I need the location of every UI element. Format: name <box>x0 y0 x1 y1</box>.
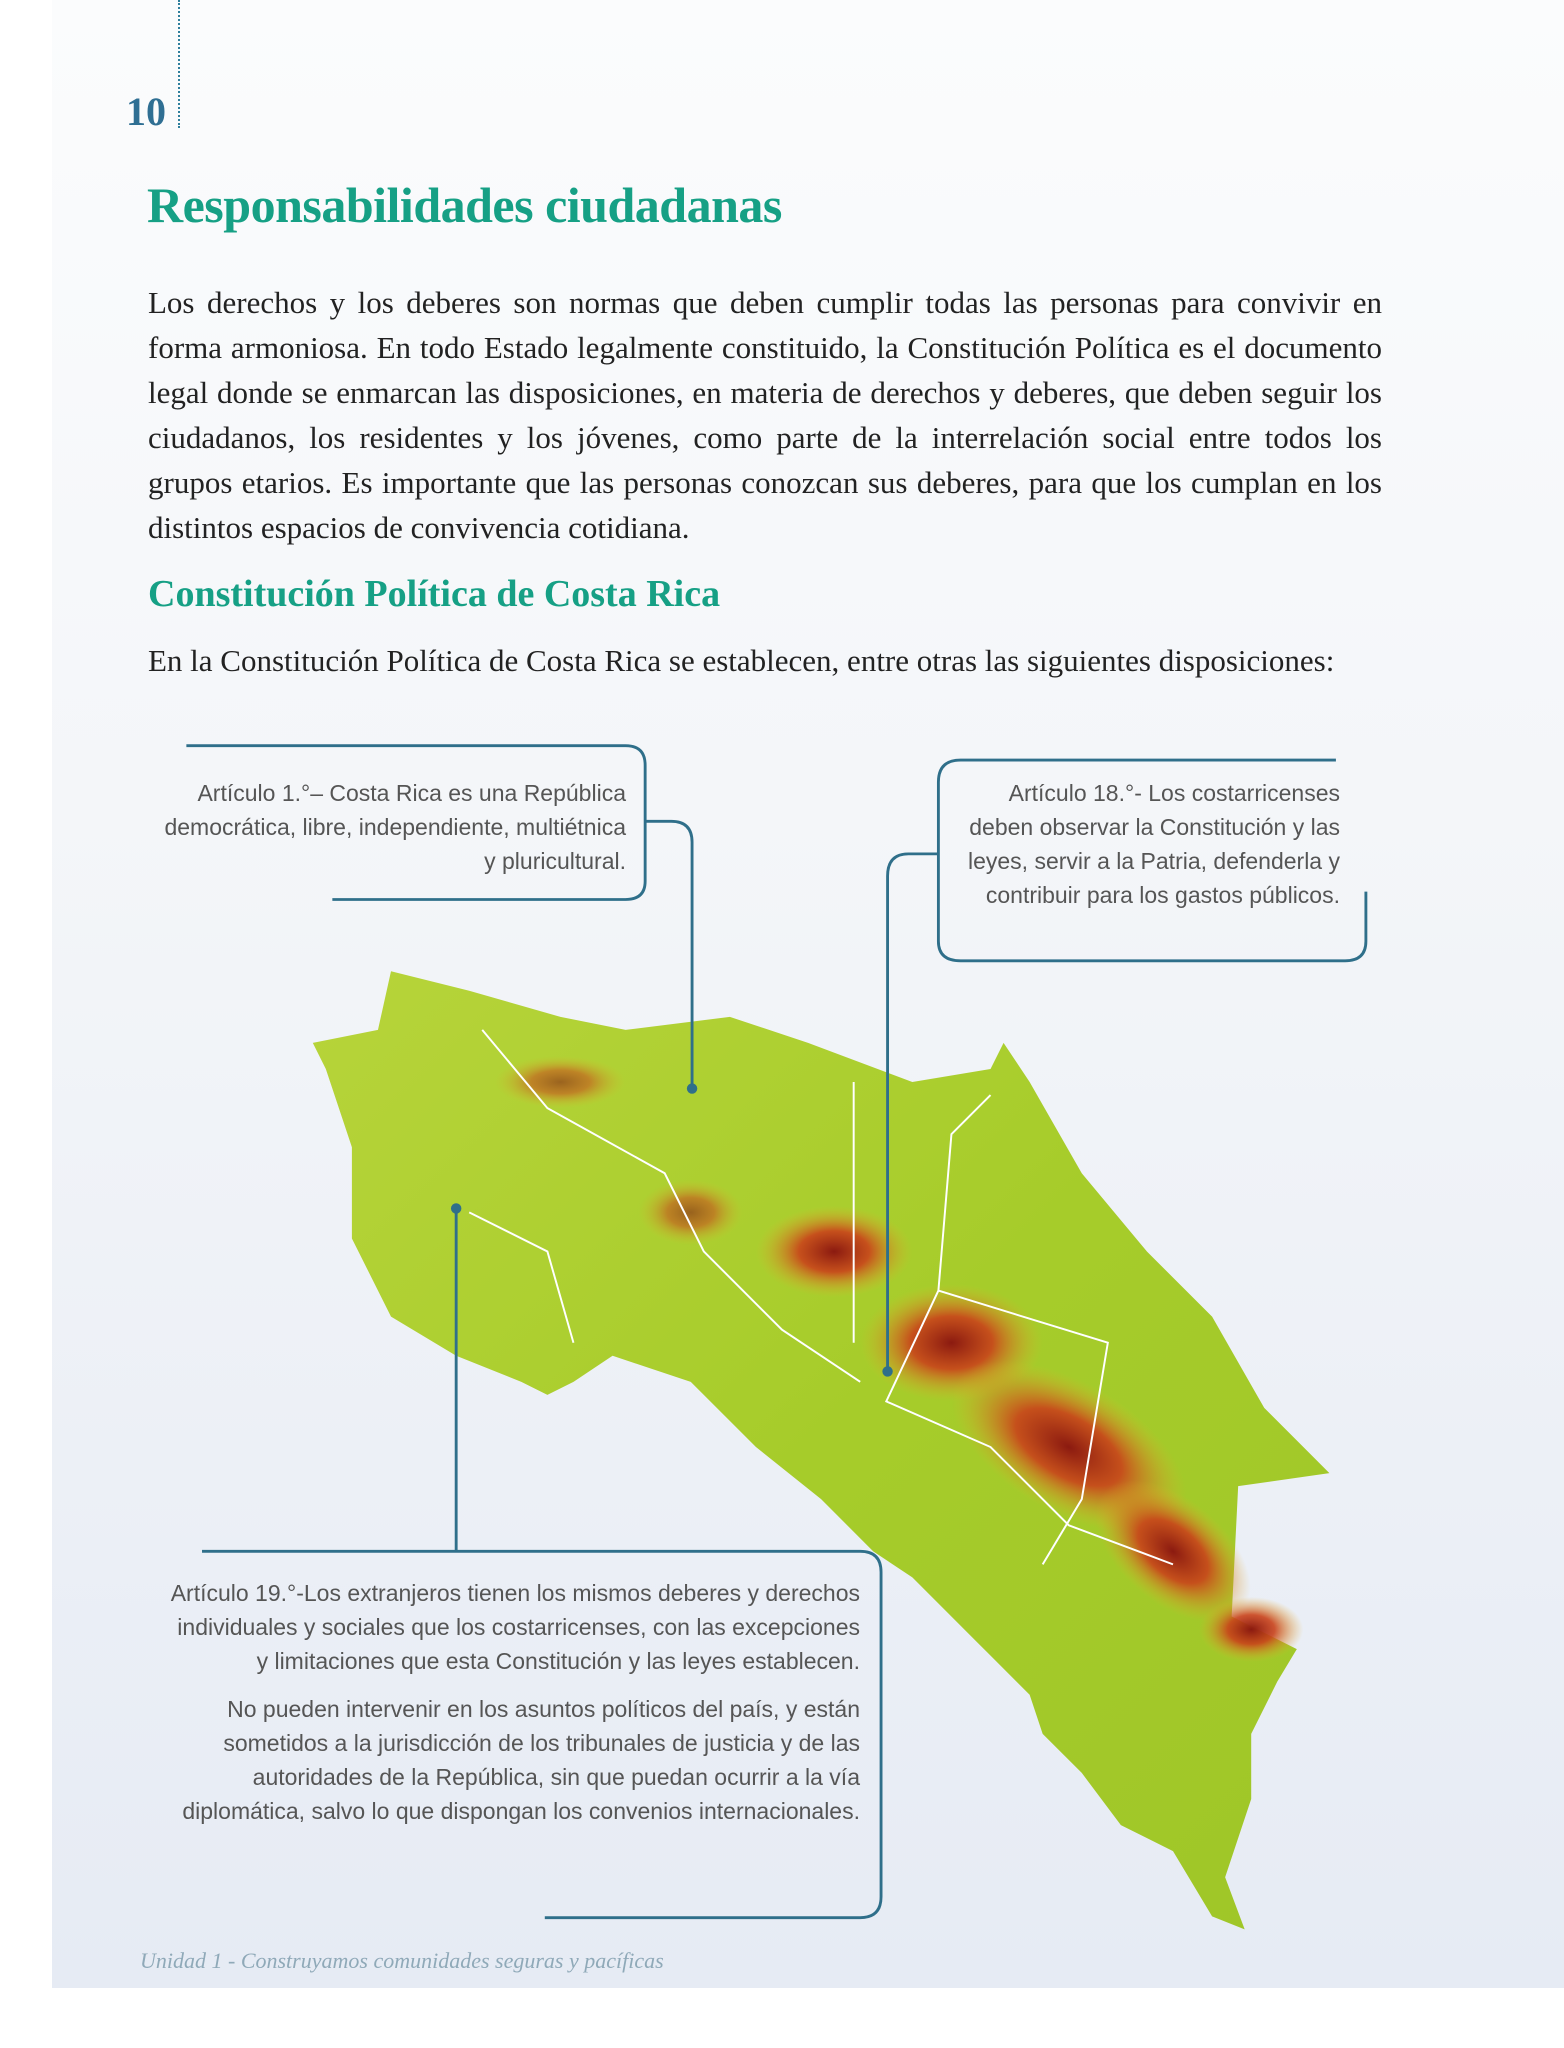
footer-unit-title: Unidad 1 - Construyamos comunidades seguras y pacíficas <box>140 1948 664 1973</box>
article-19-paragraph-1: Artículo 19.°-Los extranjeros tienen los mismos deberes y derechos individuales y sociales que los costarricenses, con las excepciones y limitaciones que esta Constitución y las leyes establecen. <box>170 1580 860 1674</box>
article-19-paragraph-2: No pueden intervenir en los asuntos políticos del país, y están sometidos a la jurisdicción de los tribunales de justicia y de las autoridades de la República, sin que puedan ocurrir a la vía diplomática, salvo lo que dispongan los convenios internacionales. <box>182 1696 860 1824</box>
section-intro: En la Constitución Política de Costa Rica se establecen, entre otras las siguientes disposiciones: <box>148 643 1335 678</box>
article-1-callout: Artículo 1.°– Costa Rica es una República democrática, libre, independiente, multiétnica y pluricultural. <box>164 780 626 874</box>
page-title: Responsabilidades ciudadanas <box>147 177 782 233</box>
article-19-callout <box>160 1576 860 1842</box>
article-18-callout: Artículo 18.°- Los costarricenses deben observar la Constitución y las leyes, servir a la Patria, defenderla y contribuir para los gastos públicos. <box>967 780 1340 908</box>
callout-dot-article-19 <box>451 1203 461 1213</box>
callout-dot-article-1 <box>687 1083 697 1093</box>
page-number: 10 <box>126 89 166 134</box>
callout-dot-article-18 <box>882 1366 892 1376</box>
intro-paragraph: Los derechos y los deberes son normas que deben cumplir todas las personas para convivir en forma armoniosa. En todo Estado legalmente constituido, la Constitución Política es el documento legal donde se enmarcan las disposiciones, en materia de derechos y deberes, que deben seguir los ciudadanos, los residentes y los jóvenes, como parte de la interrelación social entre todos los grupos etarios. Es importante que las personas conozcan sus deberes, para que los cumplan en los distintos espacios de convivencia cotidiana. <box>148 285 1382 545</box>
section-heading: Constitución Política de Costa Rica <box>148 573 721 615</box>
